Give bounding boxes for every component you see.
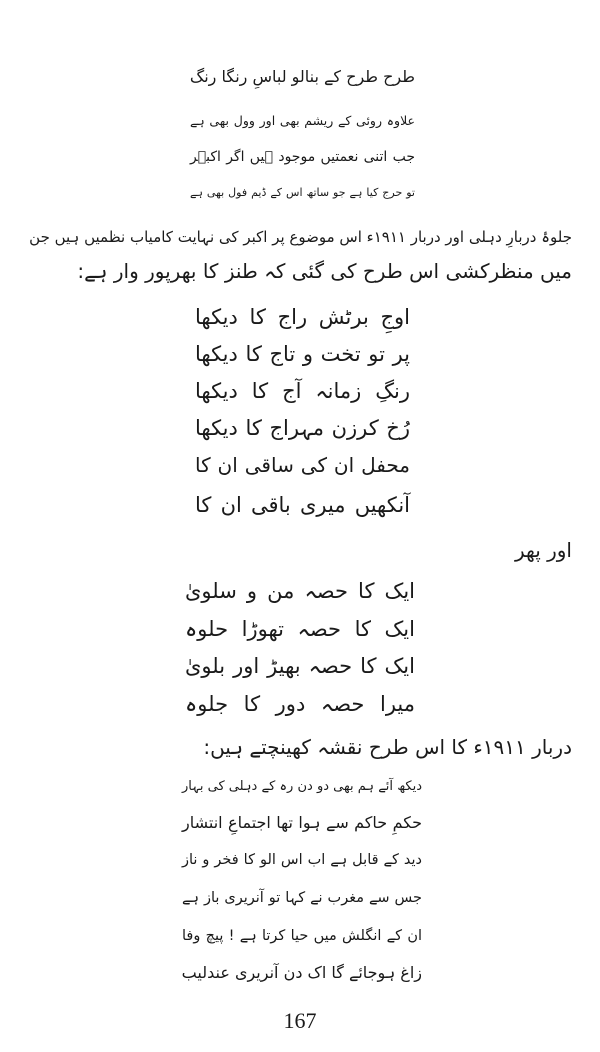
prose2-line: اور پھر — [514, 538, 572, 562]
poem4-line-5: ان کے انگلش میں حیا کرتا ہے ! پیچ وفا — [182, 928, 422, 944]
poem1-line-3: جب اتنی نعمتیں موجود ہیں اگر اکبؔر — [190, 149, 415, 165]
poem4-line-3: دید کے قابل ہے اب اس الو کا فخر و ناز — [182, 852, 422, 868]
page-number: 167 — [283, 1008, 317, 1033]
poem4-line-2: حکمِ حاکم سے ہوا تھا اجتماعِ انتشار — [182, 813, 422, 832]
poem1-line-1: طرح طرح کے بنالو لباسِ رنگا رنگ — [189, 67, 415, 86]
poem2-line-4: رُخ کرزن مہراج کا دیکھا — [195, 416, 410, 440]
poem3-line-3: ایک کا حصہ بھیڑ اور بلویٰ — [185, 654, 415, 678]
poem2-line-6: آنکھیں میری باقی ان کا — [195, 493, 410, 517]
poem3-line-4: میرا حصہ دور کا جلوہ — [185, 692, 415, 716]
poem4-line-6: زاغ ہوجائے گا اک دن آنریری عندلیب — [181, 963, 422, 982]
poem2-line-1: اوجِ برٹش راج کا دیکھا — [195, 305, 410, 329]
poem4-line-4: جس سے مغرب نے کہا تو آنریری باز ہے — [182, 890, 422, 906]
prose1-line-1: جلوۂ دربارِ دہلی اور دربار ۱۹۱۱ء اس موضوع پر اکبر کی نہایت کامیاب نظمیں ہیں جن — [29, 228, 572, 246]
poem4-line-1: دیکھ آئے ہم بھی دو دن رہ کے دہلی کی بہار — [182, 779, 422, 794]
prose1-line-2: میں منظرکشی اس طرح کی گئی کہ طنز کا بھرپور وار ہے: — [77, 259, 572, 283]
poem2-line-2: پر تو تخت و تاج کا دیکھا — [195, 342, 410, 366]
poem1-line-2: علاوہ روئی کے ریشم بھی اور وول بھی ہے — [190, 113, 415, 128]
poem2-line-3: رنگِ زمانہ آج کا دیکھا — [195, 379, 410, 403]
poem3-line-2: ایک کا حصہ تھوڑا حلوہ — [185, 617, 415, 641]
poem1-line-4: تو حرج کیا ہے جو ساتھ اس کے ڈیم فول بھی ہے — [190, 186, 415, 199]
prose3-line: دربار ۱۹۱۱ء کا اس طرح نقشہ کھینچتے ہیں: — [203, 735, 572, 759]
poem3-line-1: ایک کا حصہ من و سلویٰ — [185, 579, 415, 603]
poem2-line-5: محفل ان کی ساقی ان کا — [195, 453, 410, 477]
